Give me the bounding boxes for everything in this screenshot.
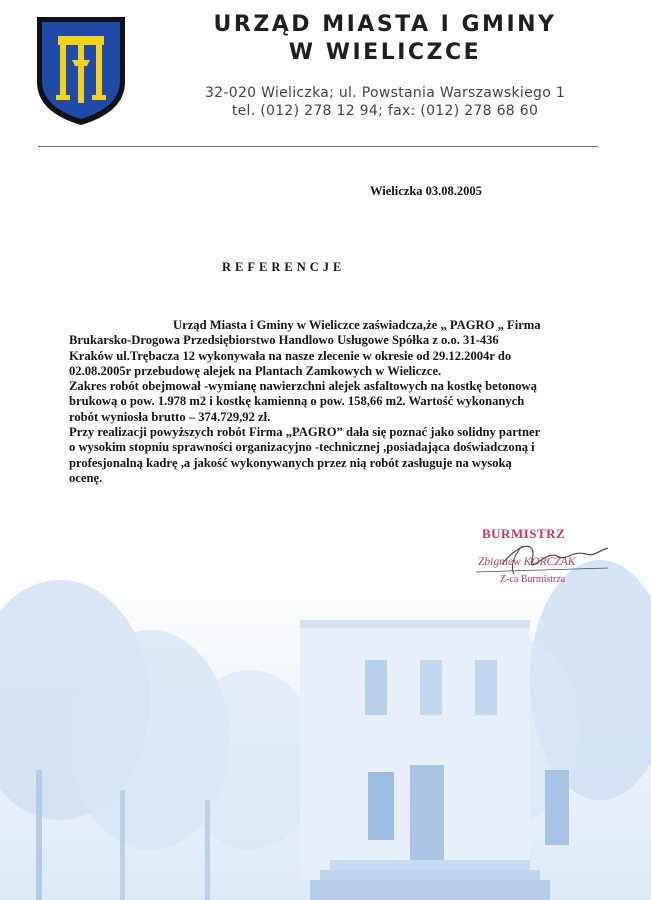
header-divider: [38, 146, 598, 147]
stamp-signatory-name: Zbigniew KORCZAK: [478, 556, 576, 568]
body-line: 02.08.2005r przebudowę alejek na Plantach Zamkowych w Wieliczce.: [69, 363, 442, 378]
letter-date: Wieliczka 03.08.2005: [370, 184, 482, 198]
body-line: Przy realizacji powyższych robót Firma „PAGRO” dała się poznać jako solidny partner: [69, 425, 541, 440]
address-line: 32-020 Wieliczka; ul. Powstania Warszawskiego 1: [204, 85, 566, 101]
phone-fax-line: tel. (012) 278 12 94; fax: (012) 278 68 60: [231, 103, 539, 119]
body-line: brukową o pow. 1.978 m2 i kostkę kamienną o pow. 158,66 m2. Wartość wykonanych: [69, 394, 525, 409]
organization-name-line1: URZĄD MIASTA I GMINY: [213, 12, 557, 37]
stamp-title: BURMISTRZ: [482, 526, 566, 541]
letter-heading: REFERENCJE: [222, 260, 346, 274]
stamp-signatory-role: Z-ca Burmistrza: [500, 574, 566, 585]
letter-body: [69, 318, 589, 486]
faded-town-hall-building-icon: [0, 560, 651, 900]
body-line: Zakres robót obejmował -wymianę nawierzchni alejek asfaltowych na kostkę betonową: [69, 379, 537, 394]
coat-of-arms-hammers-icon: [34, 14, 128, 128]
body-line: ocenę.: [69, 470, 103, 485]
body-line: profesjonalną kadrę ,a jakość wykonywanych przez nią robót zasługuje na wysoką: [69, 455, 512, 470]
body-line: Kraków ul.Trębacza 12 wykonywała na nasze zlecenie w okresie od 29.12.2004r do: [69, 348, 512, 363]
organization-name-line2: W WIELICZCE: [288, 40, 482, 65]
body-line: o wysokim stopniu sprawności organizacyjno -technicznej ,posiadająca doświadczoną i: [69, 440, 535, 455]
body-line: Brukarsko-Drogowa Przedsiębiorstwo Handlowo Usługowe Spółka z o.o. 31-436: [69, 333, 499, 348]
body-line: robót wyniosła brutto – 374.729,92 zł.: [69, 409, 271, 424]
body-line: Urząd Miasta i Gminy w Wieliczce zaświadcza,że „ PAGRO „ Firma: [173, 318, 541, 332]
